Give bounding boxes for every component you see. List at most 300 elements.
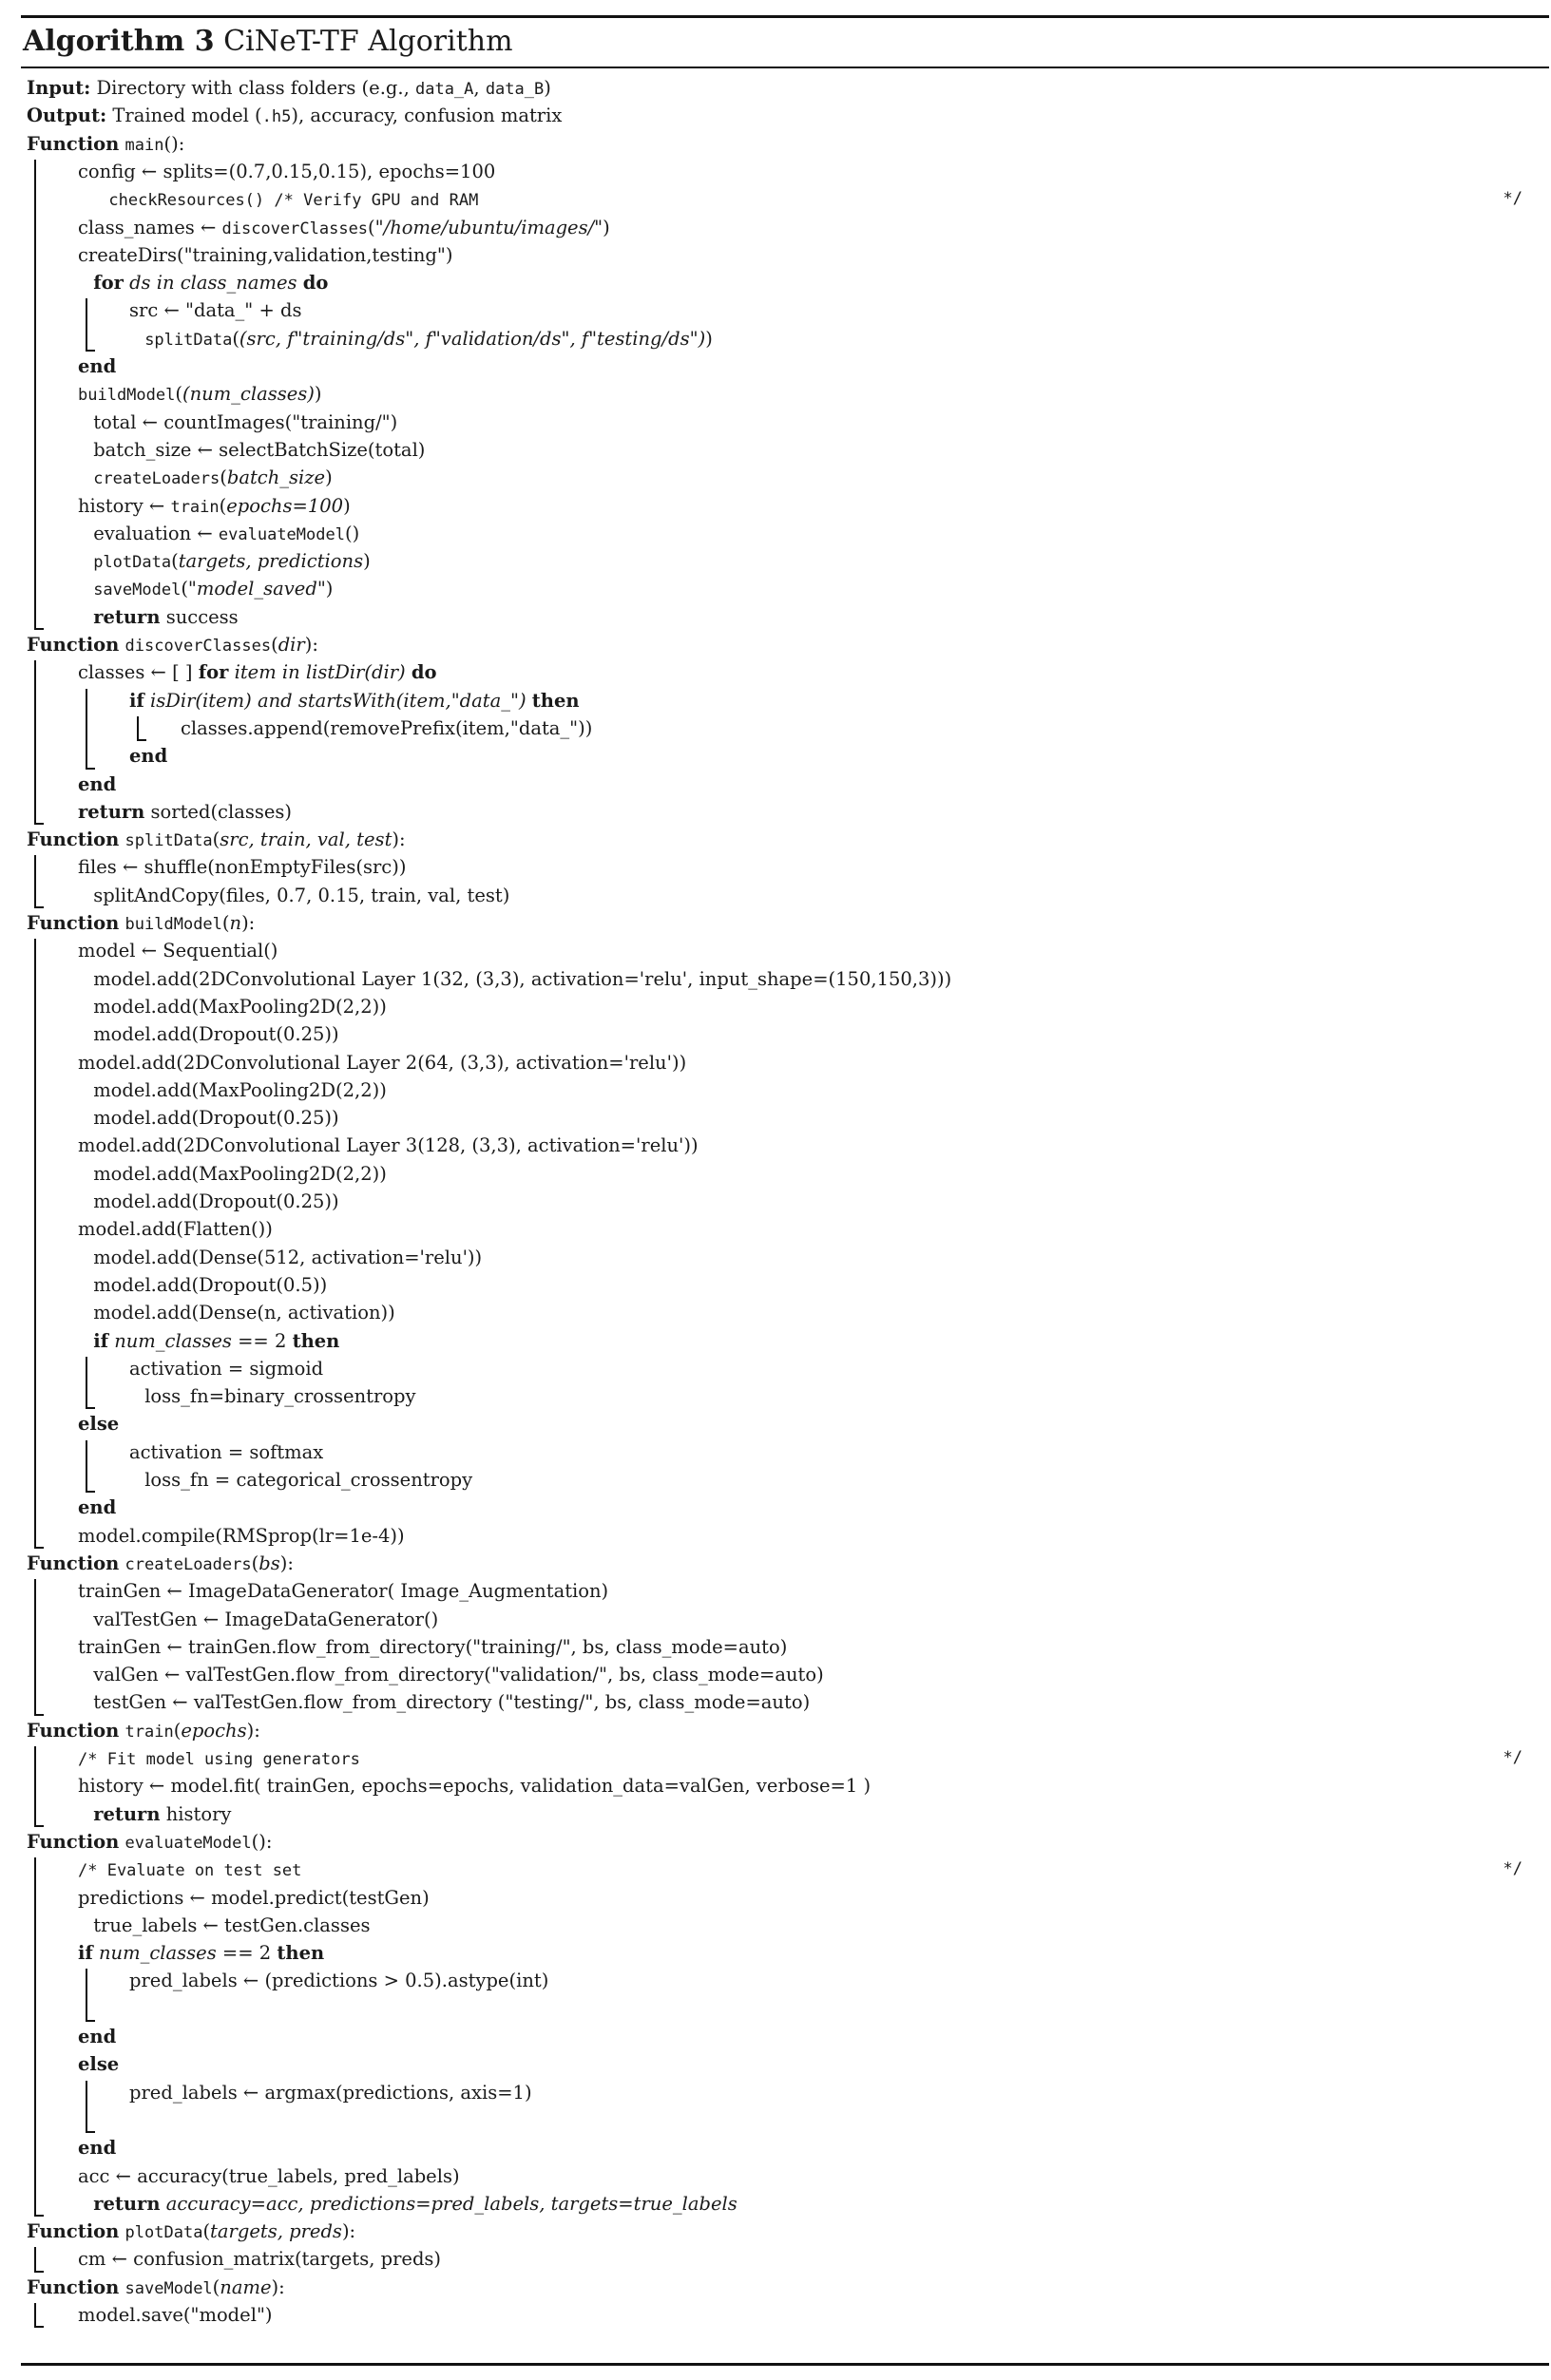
line-fragment: item in listDir(dir) [234, 661, 406, 684]
algorithm-line [21, 1633, 1549, 1661]
line-fragment: activation = softmax [129, 1440, 324, 1463]
algorithm-line [21, 1104, 1549, 1132]
bottom-rule [21, 2363, 1549, 2366]
line-fragment: splitAndCopy(files, 0.7, 0.15, train, val, test) [93, 884, 510, 906]
algorithm-line [21, 2218, 1549, 2245]
block-scope-tick [34, 2215, 44, 2217]
line-fragment: ( [219, 494, 227, 517]
line-text [93, 1244, 482, 1271]
line-text [144, 1382, 415, 1410]
line-text [93, 464, 333, 493]
line-text [93, 1606, 438, 1633]
keyword: then [292, 1329, 340, 1352]
line-text [78, 1772, 871, 1799]
algorithm-line [21, 993, 1549, 1020]
block-scope-tick [34, 2271, 44, 2273]
algorithm-line [21, 1744, 1549, 1772]
code-token: discoverClasses [124, 637, 272, 656]
algorithm-line [21, 1577, 1549, 1605]
line-text [78, 214, 610, 243]
line-fragment: model ← Sequential() [78, 940, 278, 962]
line-text [93, 1104, 338, 1132]
block-scope-tick [34, 1547, 44, 1549]
algorithm-line [21, 547, 1549, 575]
line-fragment: model.add(Dropout(0.25)) [93, 1107, 339, 1130]
line-fragment: model.add(MaxPooling2D(2,2)) [93, 1162, 387, 1185]
line-text [27, 74, 551, 104]
line-fragment: evaluation ← [93, 522, 219, 544]
comment-end: */ [1503, 1859, 1522, 1879]
algorithm-line [21, 325, 1549, 352]
line-fragment: batch_size ← selectBatchSize(total) [93, 438, 426, 461]
block-scope-tick [86, 350, 95, 352]
keyword: then [277, 1942, 325, 1965]
code-token: train [170, 497, 220, 517]
algorithm-line [21, 687, 1549, 714]
line-text [93, 1271, 327, 1299]
keyword: Function [27, 634, 120, 656]
keyword: Function [27, 2275, 120, 2298]
algorithm-line [21, 1856, 1549, 1883]
block-scope-tick [34, 906, 44, 908]
algorithm-line [21, 1884, 1549, 1912]
line-text [78, 2162, 460, 2190]
block-scope-tick [34, 628, 44, 630]
line-text [93, 1160, 387, 1188]
line-fragment: accuracy=acc, predictions=pred_labels, targets=true_labels [165, 2192, 737, 2215]
line-fragment: model.add(Dense(512, activation='relu')) [93, 1246, 483, 1268]
line-text [78, 1577, 608, 1605]
code-token: plotData [93, 553, 172, 573]
line-fragment: (" [368, 216, 384, 238]
algorithm-line [21, 2050, 1549, 2078]
line-fragment: Trained model ( [106, 105, 262, 127]
line-fragment: , [473, 77, 486, 99]
code-token: checkResources() /* Verify GPU and RAM [108, 191, 479, 211]
line-text [78, 1744, 360, 1774]
block-scope-bar [86, 689, 87, 769]
keyword: end [78, 1496, 117, 1519]
line-fragment: success [160, 605, 239, 628]
algorithm-line [21, 742, 1549, 770]
block-scope-bar [34, 660, 36, 824]
algorithm-line [21, 158, 1549, 185]
algorithm-line [21, 1800, 1549, 1828]
title-rule [21, 67, 1549, 68]
line-text [93, 547, 371, 577]
block-scope-tick [34, 1825, 44, 1827]
line-text [78, 1856, 301, 1885]
algorithm-line [21, 464, 1549, 491]
algorithm-line [21, 2274, 1549, 2301]
algorithm-line [21, 296, 1549, 324]
algorithm-line [21, 658, 1549, 686]
line-fragment: (): [251, 1830, 273, 1853]
algorithm-line [21, 1076, 1549, 1104]
algorithm-line [21, 380, 1549, 408]
code-token: data_A [414, 80, 474, 99]
line-fragment: ") [316, 578, 334, 600]
algorithm-line [21, 2023, 1549, 2050]
block-scope-tick [86, 1407, 95, 1409]
line-text [129, 742, 167, 770]
algorithm-line [21, 409, 1549, 436]
code-token: splitData [144, 330, 233, 350]
keyword: end [78, 772, 117, 795]
block-scope-bar [86, 2081, 87, 2133]
line-fragment: acc ← accuracy(true_labels, pred_labels) [78, 2164, 460, 2187]
algorithm-line [21, 185, 1549, 213]
line-fragment: (num_classes) [182, 383, 315, 406]
top-rule [21, 15, 1549, 18]
keyword: Output: [27, 105, 107, 127]
keyword: end [78, 355, 117, 377]
block-scope-tick [34, 2326, 44, 2328]
algorithm-line [21, 1772, 1549, 1799]
line-text [78, 1132, 699, 1159]
block-scope-bar [34, 939, 36, 1548]
block-scope-tick [86, 1491, 95, 1493]
block-scope-bar [34, 2247, 36, 2271]
line-text [78, 158, 495, 185]
comment-end: */ [1503, 189, 1522, 209]
line-fragment: model.save("model") [78, 2304, 273, 2326]
code-token: evaluateModel [218, 524, 345, 544]
line-text [93, 2190, 737, 2218]
line-fragment: model.add(Dropout(0.25)) [93, 1190, 339, 1212]
algorithm-line [21, 1688, 1549, 1716]
algorithm-line [21, 2190, 1549, 2218]
line-fragment: ( [171, 550, 179, 573]
line-fragment: model.add(2DConvolutional Layer 1(32, (3,3), activation='relu', input_shape=(150,150,3))) [93, 967, 952, 990]
keyword: return [93, 2192, 161, 2215]
code-token: saveModel [93, 581, 182, 600]
algorithm-line [21, 1912, 1549, 1939]
algorithm-line [21, 1327, 1549, 1355]
line-text [27, 102, 562, 131]
line-fragment: num_classes [114, 1329, 232, 1352]
keyword: Function [27, 1830, 120, 1853]
algorithm-line [21, 214, 1549, 241]
keyword: return [93, 605, 161, 628]
line-fragment: ") [594, 216, 610, 238]
line-text [78, 1215, 273, 1243]
line-text [27, 1717, 260, 1746]
algorithm-line [21, 102, 1549, 129]
line-text [93, 603, 239, 631]
line-text [27, 1828, 272, 1857]
block-scope-bar [34, 1579, 36, 1715]
line-fragment: sorted(classes) [144, 800, 293, 823]
line-fragment: ( [232, 327, 239, 350]
algorithm-line [21, 631, 1549, 658]
algorithm-block [21, 15, 1549, 2371]
block-scope-tick [137, 739, 146, 741]
keyword: return [78, 800, 145, 823]
line-text [129, 2079, 532, 2106]
keyword: Function [27, 912, 120, 934]
algorithm-line [21, 575, 1549, 602]
line-text [93, 1800, 231, 1828]
block-scope-bar [34, 1746, 36, 1826]
line-fragment: ): [241, 912, 256, 934]
keyword: Function [27, 2220, 120, 2243]
line-fragment: ): [279, 1552, 294, 1574]
line-text [93, 1020, 338, 1048]
line-fragment: model.add(Dense(n, activation)) [93, 1302, 395, 1324]
line-fragment: ( [212, 828, 220, 851]
line-fragment: Directory with class folders (e.g., [90, 77, 415, 99]
keyword: if [78, 1942, 93, 1965]
code-token: data_B [485, 80, 545, 99]
line-fragment: model.add(2DConvolutional Layer 2(64, (3,3), activation='relu')) [78, 1051, 687, 1074]
line-text [78, 853, 406, 881]
line-text [93, 1688, 810, 1716]
block-scope-bar [34, 160, 36, 629]
keyword: return [93, 1802, 161, 1825]
block-scope-tick [86, 768, 95, 770]
block-scope-bar [137, 716, 139, 740]
algorithm-line [21, 1466, 1549, 1494]
line-fragment: classes.append(removePrefix(item,"data_")) [181, 716, 593, 739]
line-fragment: valGen ← valTestGen.flow_from_directory("validation/", bs, class_mode=auto) [93, 1664, 824, 1686]
keyword: Input: [27, 77, 91, 99]
line-fragment: epochs=100 [226, 494, 344, 517]
line-text [181, 714, 592, 742]
code-token: main [124, 135, 164, 155]
line-text [93, 1912, 370, 1939]
line-text [78, 492, 351, 522]
line-fragment: ) [343, 494, 351, 517]
algorithm-line [21, 798, 1549, 826]
code-token: discoverClasses [221, 219, 369, 238]
line-text [78, 1884, 430, 1912]
line-fragment: epochs [181, 1719, 247, 1742]
code-token: plotData [124, 2223, 203, 2243]
line-fragment: model.add(2DConvolutional Layer 3(128, (3,3), activation='relu')) [78, 1134, 699, 1157]
line-text [78, 771, 116, 798]
line-text [129, 1438, 323, 1466]
algorithm-line [21, 241, 1549, 269]
keyword: do [411, 661, 437, 684]
line-fragment: model.compile(RMSprop(lr=1e-4)) [78, 1524, 405, 1547]
line-text [78, 1522, 405, 1550]
keyword: Function [27, 132, 120, 155]
line-text [78, 380, 322, 409]
line-fragment: isDir(item) and startsWith(item,"data_") [150, 689, 527, 712]
line-fragment: testGen ← valTestGen.flow_from_directory ("testing/", bs, class_mode=auto) [93, 1691, 811, 1714]
code-token: /* Fit model using generators [78, 1750, 360, 1769]
algorithm-line [21, 1828, 1549, 1856]
code-token: createLoaders [124, 1554, 252, 1574]
block-scope-tick [34, 823, 44, 825]
keyword: else [78, 2053, 120, 2076]
algorithm-line [21, 1382, 1549, 1410]
line-text [78, 2023, 116, 2050]
algorithm-line [21, 1550, 1549, 1577]
algorithm-line [21, 2245, 1549, 2273]
line-text [93, 575, 333, 604]
line-text [78, 2245, 441, 2273]
line-text [129, 296, 301, 324]
line-text [78, 2301, 273, 2329]
line-fragment: model.add(Dropout(0.5)) [93, 1273, 328, 1296]
line-fragment: ( [271, 634, 278, 656]
block-scope-tick [86, 2131, 95, 2133]
line-fragment: ): [392, 828, 406, 851]
line-fragment: createDirs("training,validation,testing") [78, 243, 453, 266]
algorithm-line [21, 520, 1549, 547]
algorithm-line [21, 1717, 1549, 1744]
algorithm-line [21, 771, 1549, 798]
line-text [93, 1661, 824, 1688]
block-scope-bar [86, 1440, 87, 1493]
line-fragment: dir [278, 634, 305, 656]
algorithm-line [21, 1995, 1549, 2023]
line-fragment: pred_labels ← argmax(predictions, axis=1) [129, 2081, 532, 2104]
line-fragment: == 2 [216, 1942, 278, 1965]
algorithm-line [21, 1967, 1549, 1994]
line-fragment: ): [271, 2275, 285, 2298]
algorithm-line [21, 603, 1549, 631]
code-token: /* Evaluate on test set [78, 1861, 302, 1881]
line-text [93, 993, 387, 1020]
line-text [27, 2218, 355, 2247]
line-fragment: history [160, 1802, 232, 1825]
line-fragment: ( [221, 912, 230, 934]
line-fragment: ) [705, 327, 713, 350]
line-fragment: targets, preds [210, 2220, 342, 2243]
code-token: splitData [124, 831, 213, 851]
line-fragment: () [344, 522, 360, 544]
algorithm-line [21, 1020, 1549, 1048]
line-text [144, 325, 713, 354]
line-fragment: src, train, val, test [220, 828, 393, 851]
line-fragment: pred_labels ← (predictions > 0.5).astype(int) [129, 1970, 549, 1992]
code-token: saveModel [124, 2278, 213, 2298]
line-text [78, 1494, 116, 1521]
algorithm-line [21, 965, 1549, 993]
algorithm-line [21, 1438, 1549, 1466]
line-fragment: (" [181, 578, 197, 600]
keyword: else [78, 1413, 120, 1436]
algorithm-line [21, 1299, 1549, 1326]
keyword: end [78, 2137, 117, 2160]
line-fragment: trainGen ← trainGen.flow_from_directory("training/", bs, class_mode=auto) [78, 1635, 788, 1658]
algorithm-line [21, 826, 1549, 853]
line-text [78, 658, 437, 686]
line-text [93, 965, 951, 993]
line-text [129, 687, 580, 714]
algorithm-line [21, 1355, 1549, 1382]
line-fragment: (src, f"training/ds", f"validation/ds", f"testing/ds") [239, 327, 706, 350]
algorithm-line [21, 352, 1549, 380]
line-text [78, 352, 116, 380]
keyword: Function [27, 1552, 120, 1574]
algorithm-line [21, 1410, 1549, 1438]
algorithm-line [21, 130, 1549, 158]
line-fragment: src ← "data_" + ds [129, 299, 302, 322]
code-token: buildModel [78, 386, 176, 406]
line-text [93, 1327, 339, 1355]
comment-end: */ [1503, 1748, 1522, 1767]
algorithm-line [21, 1132, 1549, 1159]
algorithm-name: CiNeT-TF Algorithm [223, 25, 513, 58]
line-fragment: model.add(MaxPooling2D(2,2)) [93, 995, 387, 1018]
block-scope-tick [86, 2020, 95, 2022]
line-fragment: ) [314, 383, 322, 406]
line-fragment: ( [202, 2220, 211, 2243]
line-fragment: class_names ← [78, 216, 222, 238]
line-text [93, 436, 425, 464]
code-token: train [124, 1722, 174, 1742]
line-fragment: model_saved [196, 578, 317, 600]
line-text [78, 1049, 686, 1076]
line-fragment: targets, predictions [178, 550, 364, 573]
line-fragment: ( [251, 1552, 259, 1574]
block-scope-bar [34, 2303, 36, 2327]
block-scope-bar [86, 298, 87, 351]
line-fragment: model.add(Flatten()) [78, 1218, 273, 1241]
line-fragment: true_labels ← testGen.classes [93, 1914, 371, 1936]
line-fragment: loss_fn=binary_crossentropy [144, 1385, 416, 1408]
keyword: end [129, 745, 168, 768]
line-fragment: num_classes [99, 1942, 217, 1965]
algorithm-line [21, 1939, 1549, 1967]
line-fragment: loss_fn = categorical_crossentropy [144, 1469, 473, 1491]
algorithm-line [21, 1606, 1549, 1633]
algorithm-line [21, 2106, 1549, 2134]
code-token: evaluateModel [124, 1833, 252, 1853]
line-fragment: ds in class_names [129, 272, 297, 295]
keyword: do [302, 272, 329, 295]
algorithm-line [21, 2134, 1549, 2161]
line-fragment: classes ← [ ] [78, 661, 199, 684]
algorithm-line [21, 269, 1549, 296]
keyword: Function [27, 828, 120, 851]
line-text [78, 1410, 119, 1438]
line-text [27, 631, 318, 660]
line-text [78, 2134, 116, 2161]
block-scope-bar [34, 1857, 36, 2216]
line-fragment: trainGen ← ImageDataGenerator( Image_Augmentation) [78, 1580, 609, 1603]
keyword: if [93, 1329, 108, 1352]
algorithm-line [21, 2162, 1549, 2190]
line-fragment: cm ← confusion_matrix(targets, preds) [78, 2248, 442, 2271]
line-text [144, 1466, 472, 1494]
block-scope-bar [86, 1969, 87, 2021]
line-text [27, 909, 255, 939]
line-fragment: (): [163, 132, 185, 155]
algorithm-line [21, 909, 1549, 937]
block-scope-tick [34, 1714, 44, 1716]
line-fragment: ): [246, 1719, 260, 1742]
algorithm-line [21, 2301, 1549, 2329]
keyword: then [531, 689, 580, 712]
algorithm-line [21, 1271, 1549, 1299]
line-fragment: n [229, 912, 242, 934]
line-fragment: ) [363, 550, 371, 573]
algorithm-title [23, 25, 513, 58]
algorithm-line [21, 1215, 1549, 1243]
line-fragment: history ← model.fit( trainGen, epochs=epochs, validation_data=valGen, verbose=1 ) [78, 1775, 871, 1798]
line-fragment: ) [544, 77, 551, 99]
algorithm-line [21, 1160, 1549, 1188]
line-text [78, 798, 292, 826]
line-fragment: predictions ← model.predict(testGen) [78, 1886, 430, 1909]
line-text [93, 409, 397, 436]
block-scope-bar [34, 855, 36, 907]
